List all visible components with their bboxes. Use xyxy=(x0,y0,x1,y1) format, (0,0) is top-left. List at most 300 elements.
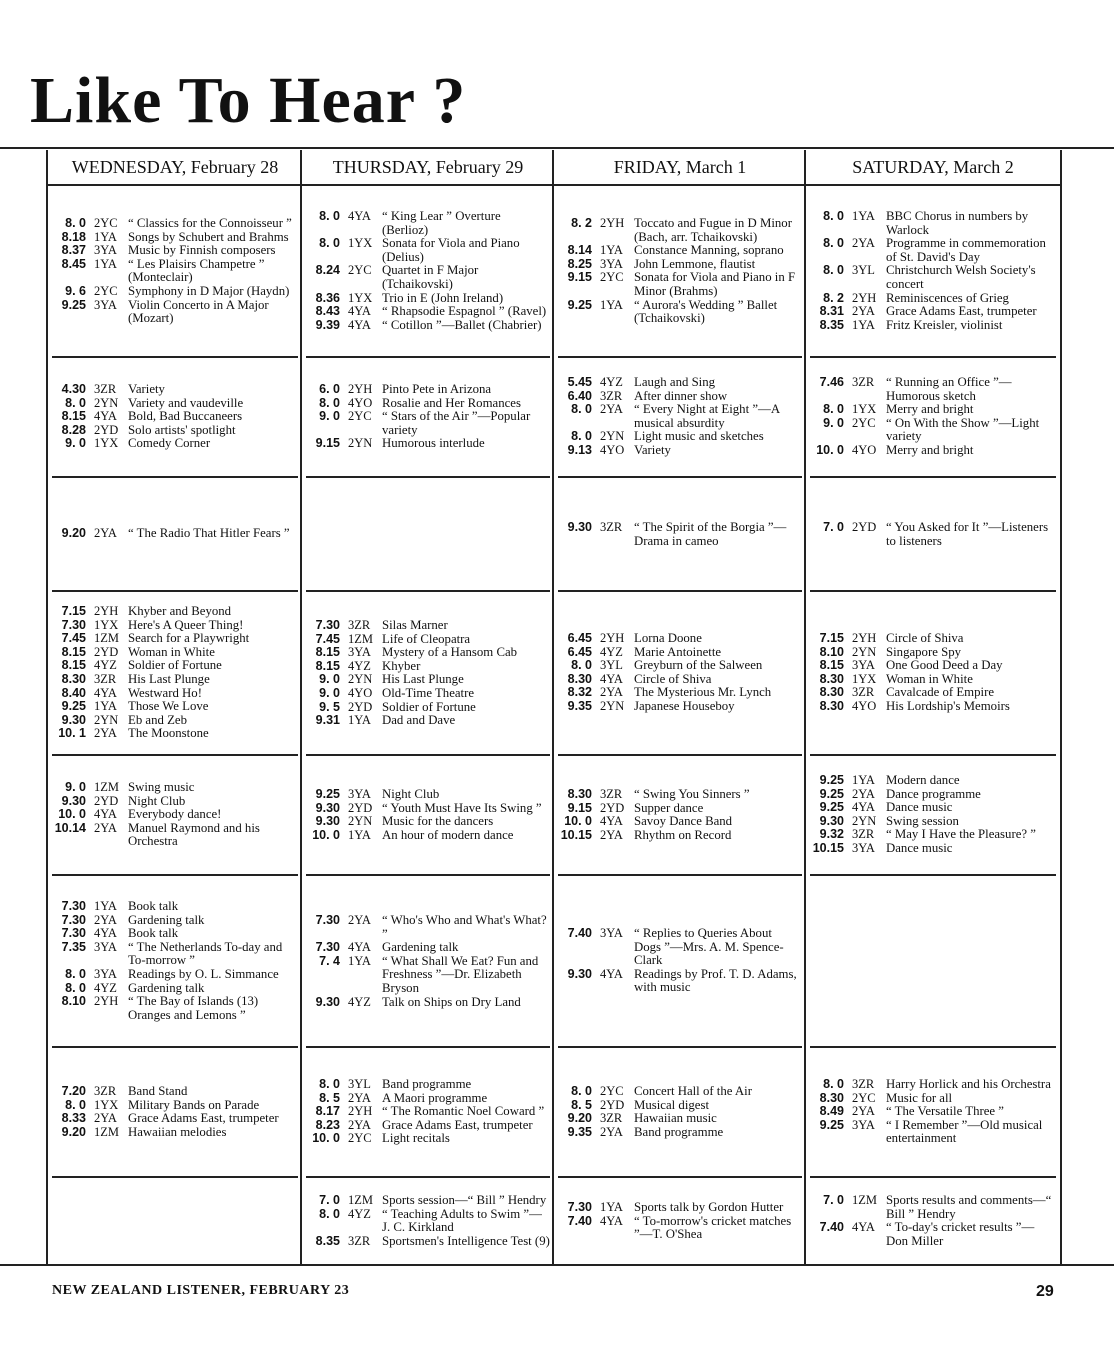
schedule-cell xyxy=(52,478,298,592)
entry-programme: Military Bands on Parade xyxy=(128,1097,260,1112)
entry-station: 2YD xyxy=(348,800,373,815)
entry-list xyxy=(52,527,298,541)
programme-entry xyxy=(558,258,802,272)
entry-time: 7. 0 xyxy=(319,1193,340,1207)
programme-entry xyxy=(306,1092,550,1106)
entry-station: 4YZ xyxy=(600,644,623,659)
entry-station: 3ZR xyxy=(600,520,623,534)
schedule-cell xyxy=(52,756,298,876)
entry-station: 2YC xyxy=(348,409,372,424)
programme-entry xyxy=(810,444,1056,458)
entry-station: 1ZM xyxy=(852,1193,877,1207)
entry-time: 9.25 xyxy=(819,800,844,815)
entry-station: 1YA xyxy=(94,229,117,244)
entry-list xyxy=(558,1085,802,1139)
entry-programme: Music by Finnish composers xyxy=(128,243,276,258)
entry-station: 2YA xyxy=(348,913,371,927)
entry-programme: “ Who's Who and What's What? ” xyxy=(382,913,547,941)
entry-programme: Light recitals xyxy=(382,1131,450,1146)
entry-time: 7.40 xyxy=(819,1220,844,1235)
entry-time: 9.25 xyxy=(315,787,340,801)
entry-list xyxy=(306,383,550,451)
entry-time: 10. 0 xyxy=(312,1131,340,1146)
entry-programme: Constance Manning, soprano xyxy=(634,243,784,258)
entry-time: 7.40 xyxy=(567,1213,592,1228)
entry-time: 7. 0 xyxy=(823,1193,844,1207)
programme-entry xyxy=(558,686,802,700)
entry-station: 4YA xyxy=(348,304,371,319)
entry-programme: Khyber and Beyond xyxy=(128,604,232,618)
programme-entry xyxy=(52,1126,298,1140)
entry-time: 8.35 xyxy=(315,1233,340,1248)
entry-list xyxy=(810,1078,1056,1146)
entry-list xyxy=(306,210,550,332)
entry-time: 8. 0 xyxy=(65,966,86,981)
programme-entry xyxy=(306,383,550,397)
programme-entry xyxy=(52,1085,298,1099)
day-column xyxy=(46,150,302,1266)
entry-station: 2YN xyxy=(348,672,373,687)
programme-entry xyxy=(52,781,298,795)
entry-programme: “ I Remember ”—Old musical entertainment xyxy=(886,1117,1043,1146)
entry-station: 1YA xyxy=(94,699,117,714)
entry-programme: “ Aurora's Wedding ” Ballet (Tchaikovski) xyxy=(634,297,778,326)
entry-programme: His Last Plunge xyxy=(382,672,464,687)
schedule-cell xyxy=(306,186,550,358)
entry-time: 9.25 xyxy=(819,773,844,787)
programme-entry xyxy=(306,941,550,955)
entry-time: 6.40 xyxy=(567,388,592,403)
entry-time: 8.33 xyxy=(61,1111,86,1126)
entry-station: 1YA xyxy=(600,1200,623,1214)
entry-station: 3ZR xyxy=(94,382,117,396)
entry-list xyxy=(558,1201,802,1242)
entry-station: 2YC xyxy=(94,283,118,298)
programme-entry xyxy=(52,673,298,687)
entry-station: 3YA xyxy=(600,256,623,271)
programme-entry xyxy=(558,632,802,646)
entry-time: 9.30 xyxy=(315,814,340,829)
entry-station: 3ZR xyxy=(600,787,623,801)
entry-time: 7.15 xyxy=(819,631,844,645)
entry-programme: Programme in commemoration of St. David's Day xyxy=(886,236,1046,264)
entry-programme: Symphony in D Major (Haydn) xyxy=(128,283,290,298)
entry-time: 8.23 xyxy=(315,1117,340,1132)
programme-entry xyxy=(306,437,550,451)
entry-time: 6. 0 xyxy=(319,382,340,396)
entry-time: 8.25 xyxy=(567,256,592,271)
entry-time: 10.14 xyxy=(54,820,86,835)
entry-time: 9.30 xyxy=(315,994,340,1009)
entry-programme: Hawaiian melodies xyxy=(128,1124,227,1139)
entry-time: 8.17 xyxy=(315,1104,340,1119)
entry-station: 2YA xyxy=(600,827,623,842)
programme-entry xyxy=(52,1099,298,1113)
entry-programme: “ Every Night at Eight ”—A musical absurdity xyxy=(634,402,780,430)
schedule-cell xyxy=(52,592,298,756)
entry-time: 8. 0 xyxy=(65,980,86,995)
entry-programme: “ May I Have the Pleasure? ” xyxy=(886,827,1036,842)
programme-entry xyxy=(52,1112,298,1126)
entry-station: 2YD xyxy=(348,699,373,714)
entry-list xyxy=(52,781,298,849)
entry-programme: Band programme xyxy=(634,1124,724,1139)
programme-entry xyxy=(558,1126,802,1140)
entry-station: 4YA xyxy=(94,807,117,822)
entry-station: 4YZ xyxy=(94,980,117,995)
programme-entry xyxy=(52,619,298,633)
programme-entry xyxy=(306,1119,550,1133)
entry-time: 9. 5 xyxy=(319,699,340,714)
schedule-cell xyxy=(558,876,802,1048)
entry-list xyxy=(810,376,1056,458)
entry-station: 3YL xyxy=(348,1077,371,1091)
entry-time: 7.30 xyxy=(315,913,340,927)
entry-station: 3YA xyxy=(852,658,875,673)
entry-list xyxy=(810,632,1056,714)
entry-station: 2YH xyxy=(852,631,877,645)
entry-time: 8. 0 xyxy=(319,236,340,251)
entry-station: 4YZ xyxy=(348,1206,371,1221)
programme-entry xyxy=(306,1235,550,1249)
entry-station: 2YN xyxy=(852,813,877,828)
entry-time: 7.30 xyxy=(61,617,86,632)
entry-station: 2YA xyxy=(600,1124,623,1139)
programme-entry xyxy=(810,659,1056,673)
entry-time: 8. 0 xyxy=(823,1077,844,1091)
entry-time: 7.30 xyxy=(61,912,86,927)
entry-station: 3ZR xyxy=(852,1077,875,1091)
entry-time: 7.46 xyxy=(819,375,844,389)
entry-list xyxy=(558,376,802,458)
programme-entry xyxy=(306,815,550,829)
entry-station: 2YH xyxy=(348,1104,373,1119)
programme-entry xyxy=(558,403,802,430)
entry-time: 7. 4 xyxy=(319,953,340,968)
entry-programme: “ Replies to Queries About Dogs ”—Mrs. A. M. Spence-Clark xyxy=(634,926,784,968)
day-heading: WEDNESDAY, February 28 xyxy=(48,150,302,186)
programme-entry xyxy=(810,417,1056,444)
programme-entry xyxy=(52,687,298,701)
entry-time: 8. 5 xyxy=(571,1097,592,1112)
entry-programme: Woman in White xyxy=(128,644,215,659)
entry-station: 1YA xyxy=(348,827,371,842)
entry-list xyxy=(810,1194,1056,1248)
entry-station: 2YN xyxy=(852,644,877,659)
entry-time: 9.30 xyxy=(567,520,592,534)
programme-entry xyxy=(52,659,298,673)
entry-station: 2YD xyxy=(94,422,119,437)
entry-station: 4YA xyxy=(94,926,117,941)
programme-entry xyxy=(810,700,1056,714)
entry-station: 2YD xyxy=(94,793,119,808)
programme-entry xyxy=(52,285,298,299)
entry-station: 3YA xyxy=(600,926,623,940)
programme-entry xyxy=(52,995,298,1022)
entry-list xyxy=(306,1194,550,1248)
entry-programme: Christchurch Welsh Society's concert xyxy=(886,263,1036,291)
entry-programme: Old-Time Theatre xyxy=(382,685,475,700)
entry-time: 10. 0 xyxy=(564,814,592,829)
entry-time: 10. 0 xyxy=(312,827,340,842)
entry-programme: Concert Hall of the Air xyxy=(634,1084,752,1098)
entry-station: 1YA xyxy=(94,256,117,271)
entry-programme: Gardening talk xyxy=(128,912,205,927)
entry-time: 8.15 xyxy=(61,409,86,424)
programme-entry xyxy=(558,829,802,843)
entry-station: 2YA xyxy=(94,726,117,741)
entry-time: 8.10 xyxy=(819,644,844,659)
entry-time: 10.15 xyxy=(560,827,592,842)
entry-programme: Gardening talk xyxy=(382,940,459,955)
entry-time: 9. 0 xyxy=(319,672,340,687)
entry-station: 1YX xyxy=(94,1097,119,1112)
programme-entry xyxy=(558,788,802,802)
programme-entry xyxy=(810,632,1056,646)
programme-entry xyxy=(306,829,550,843)
entry-list xyxy=(52,900,298,1022)
entry-time: 8. 0 xyxy=(571,402,592,417)
schedule-cell xyxy=(558,756,802,876)
programme-entry xyxy=(306,673,550,687)
entry-time: 8. 5 xyxy=(319,1090,340,1105)
programme-entry xyxy=(558,1112,802,1126)
entry-programme: Soldier of Fortune xyxy=(382,699,476,714)
entry-programme: Swing session xyxy=(886,813,959,828)
entry-time: 9.25 xyxy=(819,786,844,801)
programme-entry xyxy=(306,788,550,802)
entry-programme: Musical digest xyxy=(634,1097,709,1112)
entry-programme: Gardening talk xyxy=(128,980,205,995)
programme-entry xyxy=(810,815,1056,829)
entry-time: 8. 0 xyxy=(571,1084,592,1098)
schedule-grid xyxy=(46,150,1060,1266)
entry-time: 9.25 xyxy=(819,1117,844,1132)
programme-entry xyxy=(558,1201,802,1215)
schedule-cell xyxy=(306,592,550,756)
entry-programme: Reminiscences of Grieg xyxy=(886,290,1009,305)
programme-entry xyxy=(558,659,802,673)
programme-entry xyxy=(306,955,550,996)
programme-entry xyxy=(52,822,298,849)
entry-programme: One Good Deed a Day xyxy=(886,658,1003,673)
programme-entry xyxy=(558,430,802,444)
entry-programme: Sonata for Viola and Piano (Delius) xyxy=(382,236,520,264)
entry-time: 9.31 xyxy=(315,713,340,728)
programme-entry xyxy=(306,1194,550,1208)
programme-entry xyxy=(52,527,298,541)
programme-entry xyxy=(52,982,298,996)
entry-station: 2YN xyxy=(348,436,373,451)
entry-time: 8. 0 xyxy=(65,395,86,410)
entry-station: 2YC xyxy=(348,1131,372,1146)
entry-time: 8.15 xyxy=(61,644,86,659)
entry-station: 2YD xyxy=(852,520,877,534)
entry-station: 4YA xyxy=(94,409,117,424)
programme-entry xyxy=(52,299,298,326)
entry-station: 1YA xyxy=(600,297,623,312)
programme-entry xyxy=(810,292,1056,306)
entry-station: 2YD xyxy=(94,644,119,659)
programme-entry xyxy=(810,210,1056,237)
entry-programme: Variety xyxy=(634,442,671,457)
entry-station: 2YC xyxy=(600,270,624,285)
entry-programme: Manuel Raymond and his Orchestra xyxy=(128,820,260,849)
programme-entry xyxy=(306,802,550,816)
entry-station: 4YO xyxy=(348,395,373,410)
entry-time: 9. 0 xyxy=(823,415,844,430)
programme-entry xyxy=(52,927,298,941)
programme-entry xyxy=(52,727,298,741)
programme-entry xyxy=(810,1221,1056,1248)
entry-station: 3ZR xyxy=(348,618,371,632)
entry-time: 8. 0 xyxy=(571,429,592,444)
entry-time: 8. 0 xyxy=(823,402,844,417)
entry-programme: Sports session—“ Bill ” Hendry xyxy=(382,1193,547,1207)
entry-time: 7.15 xyxy=(61,604,86,618)
entry-station: 2YC xyxy=(94,216,118,230)
entry-programme: Savoy Dance Band xyxy=(634,814,733,829)
entry-station: 2YN xyxy=(94,395,119,410)
programme-entry xyxy=(52,714,298,728)
programme-entry xyxy=(52,397,298,411)
entry-programme: His Lordship's Memoirs xyxy=(886,698,1010,713)
entry-programme: “ Cotillon ”—Ballet (Chabrier) xyxy=(382,317,542,332)
entry-programme: Khyber xyxy=(382,658,421,673)
schedule-cell xyxy=(558,478,802,592)
entry-programme: John Lemmone, flautist xyxy=(634,256,756,271)
entry-station: 4YA xyxy=(600,671,623,686)
entry-station: 1ZM xyxy=(94,631,119,646)
entry-time: 8.31 xyxy=(819,304,844,319)
schedule-cell xyxy=(52,358,298,478)
programme-entry xyxy=(52,437,298,451)
entry-programme: Band programme xyxy=(382,1077,472,1091)
day-column xyxy=(804,150,1062,1266)
programme-entry xyxy=(810,673,1056,687)
programme-entry xyxy=(558,271,802,298)
programme-entry xyxy=(558,968,802,995)
entry-time: 9.35 xyxy=(567,698,592,713)
programme-entry xyxy=(52,646,298,660)
entry-list xyxy=(306,788,550,842)
entry-list xyxy=(558,521,802,548)
entry-programme: Life of Cleopatra xyxy=(382,631,471,646)
entry-station: 1YX xyxy=(348,236,373,251)
entry-station: 4YA xyxy=(348,940,371,955)
entry-time: 8.15 xyxy=(61,658,86,673)
programme-entry xyxy=(306,319,550,333)
entry-time: 9.13 xyxy=(567,442,592,457)
entry-programme: “ Swing You Sinners ” xyxy=(634,787,750,801)
programme-entry xyxy=(306,210,550,237)
programme-entry xyxy=(558,390,802,404)
entry-programme: Dance music xyxy=(886,840,953,855)
entry-programme: Everybody dance! xyxy=(128,807,222,822)
entry-time: 9.30 xyxy=(567,966,592,981)
entry-programme: Search for a Playwright xyxy=(128,631,250,646)
entry-programme: Violin Concerto in A Major (Mozart) xyxy=(128,297,269,326)
entry-programme: Harry Horlick and his Orchestra xyxy=(886,1077,1051,1091)
entry-programme: “ The Netherlands To-day and To-morrow ” xyxy=(128,939,283,968)
entry-time: 8. 0 xyxy=(571,658,592,673)
entry-station: 3ZR xyxy=(348,1233,371,1248)
day-heading: SATURDAY, March 2 xyxy=(806,150,1060,186)
entry-station: 4YA xyxy=(852,1220,875,1235)
entry-programme: “ Running an Office ”—Humorous sketch xyxy=(886,375,1012,403)
entry-time: 9. 0 xyxy=(65,780,86,794)
entry-time: 7.30 xyxy=(567,1200,592,1214)
entry-time: 8.24 xyxy=(315,263,340,278)
entry-programme: Cavalcade of Empire xyxy=(886,685,995,700)
entry-station: 2YC xyxy=(852,415,876,430)
entry-list xyxy=(306,914,550,1009)
entry-station: 3YA xyxy=(94,939,117,954)
programme-entry xyxy=(558,1085,802,1099)
programme-entry xyxy=(558,376,802,390)
entry-station: 3YL xyxy=(852,263,875,278)
entry-station: 1YA xyxy=(852,773,875,787)
entry-station: 4YA xyxy=(348,209,371,223)
entry-programme: “ The Romantic Noel Coward ” xyxy=(382,1104,545,1119)
programme-entry xyxy=(810,774,1056,788)
entry-programme: Music for all xyxy=(886,1090,953,1105)
entry-time: 8.35 xyxy=(819,317,844,332)
entry-programme: Book talk xyxy=(128,899,179,913)
entry-time: 9. 0 xyxy=(65,436,86,451)
programme-entry xyxy=(810,305,1056,319)
entry-programme: Grace Adams East, trumpeter xyxy=(382,1117,533,1132)
entry-time: 8.40 xyxy=(61,685,86,700)
footer-publication: NEW ZEALAND LISTENER, FEBRUARY 23 xyxy=(52,1283,350,1298)
entry-station: 2YH xyxy=(94,604,119,618)
entry-station: 2YC xyxy=(348,263,372,278)
programme-entry xyxy=(810,788,1056,802)
entry-programme: “ On With the Show ”—Light variety xyxy=(886,415,1040,444)
entry-station: 4YA xyxy=(348,317,371,332)
entry-time: 8.15 xyxy=(315,658,340,673)
entry-list xyxy=(52,1085,298,1139)
entry-programme: “ What Shall We Eat? Fun and Freshness ”—Dr. Elizabeth Bryson xyxy=(382,953,539,995)
day-column xyxy=(552,150,806,1266)
schedule-cell xyxy=(52,1178,298,1264)
entry-station: 1YA xyxy=(348,713,371,728)
schedule-cell xyxy=(810,186,1056,358)
entry-programme: Light music and sketches xyxy=(634,429,764,444)
entry-station: 3ZR xyxy=(852,827,875,842)
programme-entry xyxy=(306,1208,550,1235)
entry-programme: Bold, Bad Buccaneers xyxy=(128,409,243,424)
entry-time: 10.15 xyxy=(812,840,844,855)
entry-programme: Westward Ho! xyxy=(128,685,202,700)
entry-station: 3ZR xyxy=(94,1084,117,1098)
entry-programme: Laugh and Sing xyxy=(634,375,716,389)
schedule-cell xyxy=(52,1048,298,1178)
programme-entry xyxy=(558,646,802,660)
entry-station: 4YO xyxy=(600,442,625,457)
schedule-cell xyxy=(810,358,1056,478)
entry-time: 7.45 xyxy=(61,631,86,646)
programme-entry xyxy=(52,795,298,809)
entry-list xyxy=(558,217,802,326)
programme-entry xyxy=(52,700,298,714)
entry-time: 5.45 xyxy=(567,375,592,389)
entry-programme: Readings by O. L. Simmance xyxy=(128,966,279,981)
entry-time: 9.25 xyxy=(61,699,86,714)
programme-entry xyxy=(810,319,1056,333)
entry-programme: Book talk xyxy=(128,926,179,941)
programme-entry xyxy=(810,1092,1056,1106)
